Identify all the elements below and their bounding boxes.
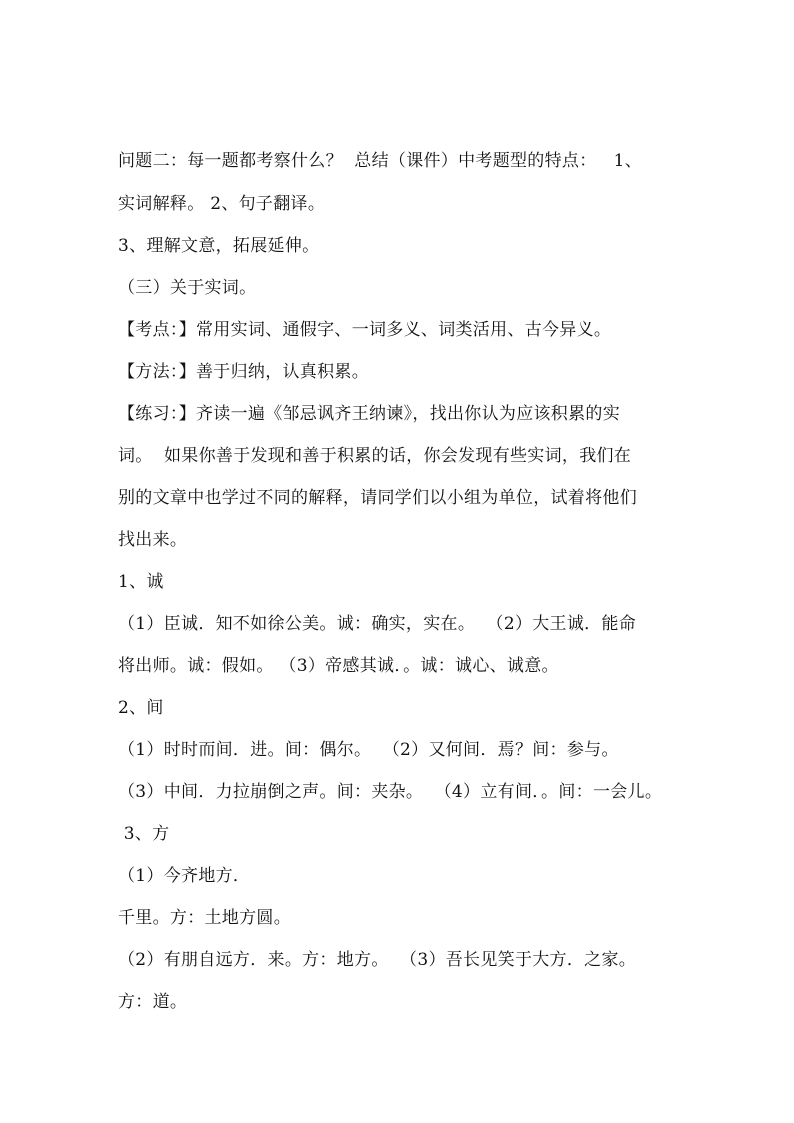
entry-heading-jian: 2、间	[118, 698, 164, 718]
section-heading-shici: （三）关于实词。	[118, 278, 257, 298]
text-line-jian-examples-1: （1）时时而间．进。间：偶尔。 （2）又何间．焉？间：参与。	[118, 740, 619, 760]
text-line-kaodian: 【考点：】常用实词、通假字、一词多义、词类活用、古今异义。	[118, 320, 612, 340]
text-line-fangfa: 【方法：】善于归纳，认真积累。	[118, 362, 369, 382]
text-line-lianxi-cont-2: 别的文章中也学过不同的解释，请同学们以小组为单位，试着将他们	[118, 488, 637, 508]
text-line-lianxi-cont-1: 词。 如果你善于发现和善于积累的话，你会发现有些实词，我们在	[118, 446, 632, 466]
text-line-item-3: 3、理解文意，拓展延伸。	[118, 236, 320, 256]
text-line-cheng-examples-1: （1）臣诚．知不如徐公美。诚：确实，实在。 （2）大王诚．能命	[118, 614, 637, 634]
entry-heading-cheng: 1、诚	[118, 572, 164, 592]
text-line-question-two: 问题二：每一题都考察什么？ 总结（课件）中考题型的特点： 1、	[118, 151, 643, 171]
text-line-fang-example-1-cont: 千里。方：土地方圆。	[118, 908, 291, 928]
text-line-fang-examples-2-cont: 方：道。	[118, 992, 188, 1012]
text-line-fang-examples-2: （2）有朋自远方．来。方：地方。 （3）吾长见笑于大方．之家。	[118, 950, 637, 970]
text-line-lianxi: 【练习：】齐读一遍《邹忌讽齐王纳谏》，找出你认为应该积累的实	[118, 404, 620, 424]
entry-heading-fang: 3、方	[118, 824, 170, 844]
text-line-cheng-examples-2: 将出师。诚：假如。 （3）帝感其诚．。诚：诚心、诚意。	[118, 656, 559, 676]
text-line-jian-examples-2: （3）中间．力拉崩倒之声。间：夹杂。 （4）立有间．。间：一会儿。	[118, 782, 663, 802]
text-line-fang-example-1: （1）今齐地方．	[118, 866, 251, 886]
text-line-lianxi-cont-3: 找出来。	[118, 530, 188, 550]
text-line-item-1-2: 实词解释。 2、句子翻译。	[118, 194, 326, 214]
